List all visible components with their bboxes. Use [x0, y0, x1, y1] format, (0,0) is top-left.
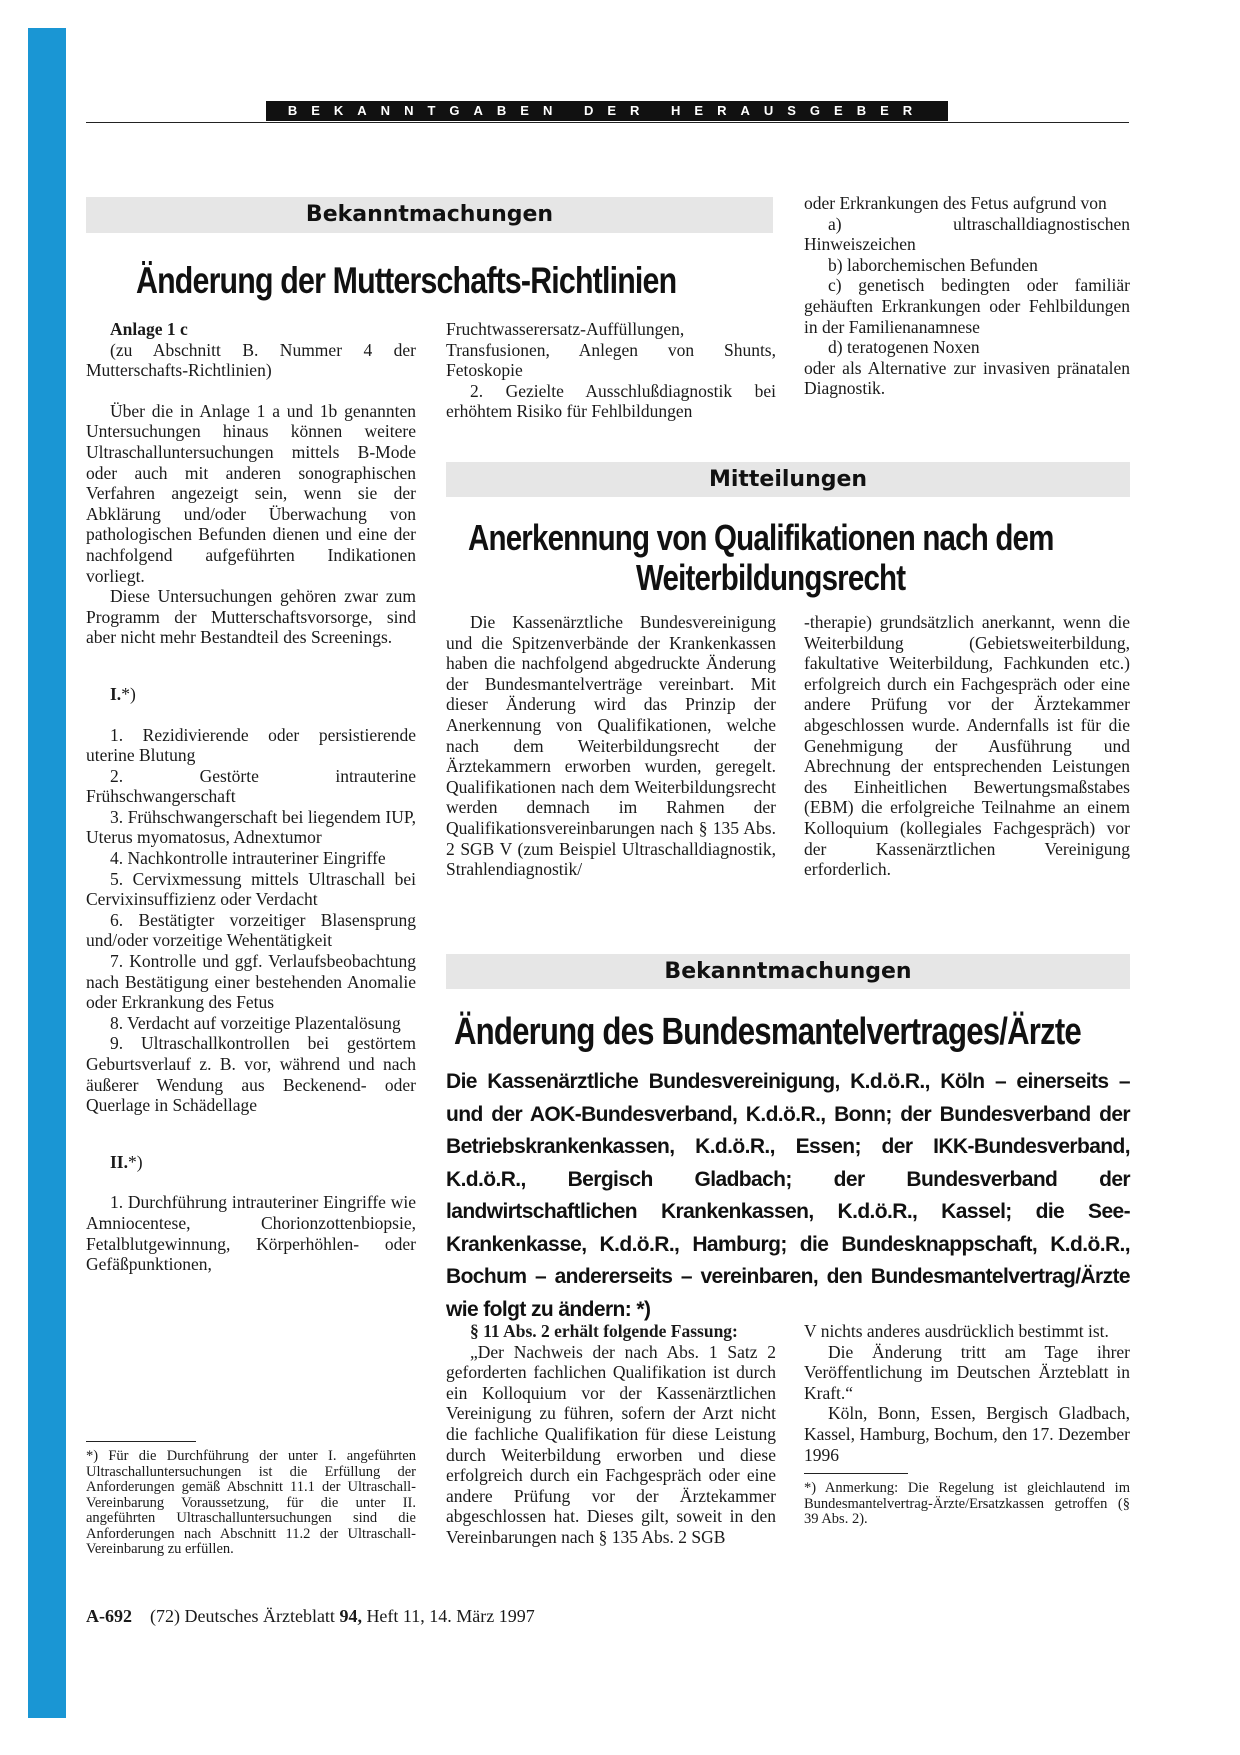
- section2-left-text: Die Kassenärztliche Bundesvereinigung und die Spitzenverbände der Krankenkassen haben die nachfolgend abgedruckte Änderung der Bundesmantelverträge vereinbart. Mit dieser Änderung wird das Prinzip der Anerkennung von Qualifikationen, welche nach dem Weiterbildungsrecht der Ärztekammern erworben wurden, geregelt. Qualifikationen nach dem Weiterbildungsrecht werden demnach im Rahmen der Qualifikationsvereinbarungen nach § 135 Abs. 2 SGB V (zum Beispiel Ultraschalldiagnostik, Strahlendiagnostik/: [446, 612, 776, 880]
- citation-suffix: Heft 11, 14. März 1997: [366, 1606, 535, 1626]
- annex-title: Anlage 1 c: [110, 319, 188, 339]
- section1-footnote: *) Für die Durchführung der unter I. angeführten Ultraschalluntersuchungen ist die Erfüllung der Anforderungen gemäß Abschnitt 11.1 der Ultraschall-Vereinbarung Voraussetzung, für die unter II. angeführten Ultraschalluntersuchungen sind die Anforderungen nach Abschnitt 11.2 der Ultraschall-Vereinbarung zu erfüllen.: [86, 1448, 416, 1557]
- list-item: 2. Gezielte Ausschlußdiagnostik bei erhöhtem Risiko für Fehlbildungen: [446, 380, 776, 422]
- header-band: BEKANNTGABEN DER HERAUSGEBER: [266, 101, 948, 121]
- list-item: 3. Frühschwangerschaft bei liegendem IUP, Uterus myomatosus, Adnextumor: [86, 806, 416, 848]
- sidebar-accent-bar: [28, 28, 66, 1718]
- intro-paragraph: Über die in Anlage 1 a und 1b genannten Untersuchungen hinaus können weitere Ultraschalluntersuchungen mittels B-Mode oder auch mit anderen sonographischen Verfahren angezeigt sein, wenn sie der Abklärung und/oder Überwachung von pathologischen Befunden dienen und eine der nachfolgend aufgeführten Indikationen vorliegt.: [86, 400, 416, 586]
- section3-intro: Die Kassenärztliche Bundesvereinigung, K.d.ö.R., Köln – einerseits – und der AOK-Bundesverband, K.d.ö.R., Bonn; der Bundesverband der Betriebskrankenkassen, K.d.ö.R., Essen; der IKK-Bundesverband, K.d.ö.R., Bergisch Gladbach; der Bundesverband der landwirtschaftlichen Krankenkassen, K.d.ö.R., Kassel; die See-Krankenkasse, K.d.ö.R., Hamburg; die Bundesknappschaft, K.d.ö.R., Bochum – andererseits – vereinbaren, den Bundesmantelvertrag/Ärzte wie folgt zu ändern: *): [446, 1070, 1130, 1321]
- list-item: 1. Durchführung intrauteriner Eingriffe wie Amniocentese, Chorionzottenbiopsie, Fetalblutgewinnung, Körperhöhlen- oder Gefäßpunktionen,: [86, 1192, 416, 1275]
- footnote-rule: [86, 1441, 196, 1442]
- section3-left-text: „Der Nachweis der nach Abs. 1 Satz 2 geforderten fachlichen Qualifikation ist durch ein Kolloquium vor der Kassenärztlichen Vereinigung zu führen, sofern der Arzt nicht die fachliche Qualifikation für diese Leistung durch Weiterbildung erworben und diese erfolgreich durch ein Fachgespräch oder eine andere Prüfung vor der Ärztekammer abgeschlossen hat. Dieses gilt, soweit in den Vereinbarungen nach § 135 Abs. 2 SGB: [446, 1341, 776, 1547]
- list-item: 8. Verdacht auf vorzeitige Plazentalösung: [110, 1012, 401, 1033]
- section1-label: Bekanntmachungen: [86, 197, 773, 233]
- section2-label: Mitteilungen: [446, 462, 1130, 497]
- list-item: 1. Rezidivierende oder persistierende uterine Blutung: [86, 724, 416, 766]
- section1-title: Änderung der Mutterschafts-Richtlinien: [136, 260, 677, 301]
- list-item: 6. Bestätigter vorzeitiger Blasensprung und/oder vorzeitige Wehentätigkeit: [86, 909, 416, 951]
- list-item: 7. Kontrolle und ggf. Verlaufsbeobachtung nach Bestätigung einer bestehenden Anomalie oder Erkrankung des Fetus: [86, 951, 416, 1013]
- list-item: 4. Nachkontrolle intrauteriner Eingriffe: [110, 848, 386, 869]
- list-item: b) laborchemischen Befunden: [828, 254, 1038, 275]
- citation-prefix: (72) Deutsches Ärzteblatt: [150, 1606, 335, 1626]
- section2-title-line2: Weiterbildungsrecht: [636, 557, 906, 598]
- section3-right-text-2: Die Änderung tritt am Tage ihrer Veröffentlichung im Deutschen Ärzteblatt in Kraft.“: [804, 1341, 1130, 1403]
- list-item: 9. Ultraschallkontrollen bei gestörtem Geburtsverlauf z. B. vor, während und nach äußerer Wendung aus Beckenend- oder Querlage in Schädellage: [86, 1033, 416, 1116]
- list-item: 2. Gestörte intrauterine Frühschwangerschaft: [86, 765, 416, 807]
- section3-footnote: *) Anmerkung: Die Regelung ist gleichlautend im Bundesmantelvertrag-Ärzte/Ersatzkassen getroffen (§ 39 Abs. 2).: [804, 1480, 1130, 1527]
- heading-i: I.*): [110, 683, 136, 704]
- section2-title-line1: Anerkennung von Qualifikationen nach dem: [468, 517, 1054, 558]
- section3-right-text-1: V nichts anderes ausdrücklich bestimmt ist.: [804, 1321, 1109, 1341]
- section1-column-2: [446, 319, 776, 422]
- list-item: d) teratogenen Noxen: [828, 337, 980, 358]
- col3-outro: oder als Alternative zur invasiven pränatalen Diagnostik.: [804, 357, 1130, 399]
- footnote-rule: [804, 1473, 908, 1474]
- section2-column-1: [446, 612, 776, 880]
- page-number: A-692: [86, 1606, 132, 1626]
- list-item: a) ultraschalldiagnostischen Hinweiszeichen: [804, 213, 1130, 255]
- page-footer: [86, 1606, 535, 1627]
- section2-right-text: -therapie) grundsätzlich anerkannt, wenn die Weiterbildung (Gebietsweiterbildung, fakultative Weiterbildung, Fachkunden etc.) erfolgreich durch ein Fachgespräch oder eine andere Prüfung vor der Ärztekammer abgeschlossen wurde. Andernfalls ist für die Genehmigung der Ausführung und Abrechnung der entsprechenden Leistungen des Einheitlichen Bewertungsmaßstabes (EBM) die erfolgreiche Teilnahme an einem Kolloquium (kollegiales Fachgespräch) vor der Kassenärztlichen Vereinigung erforderlich.: [804, 612, 1130, 880]
- col2-text: Fruchtwasserersatz-Auffüllungen, Transfusionen, Anlegen von Shunts, Fetoskopie: [446, 319, 776, 381]
- section1-column-3: [804, 193, 1130, 399]
- section3-title: Änderung des Bundesmantelvertrages/Ärzte: [454, 1011, 1081, 1053]
- annex-subtitle: (zu Abschnitt B. Nummer 4 der Mutterschafts-Richtlinien): [86, 339, 416, 381]
- section1-column-1: [86, 319, 416, 1275]
- col3-intro: oder Erkrankungen des Fetus aufgrund von: [804, 193, 1107, 213]
- section3-right-text-3: Köln, Bonn, Essen, Bergisch Gladbach, Kassel, Hamburg, Bochum, den 17. Dezember 1996: [804, 1403, 1130, 1465]
- section3-column-2: [804, 1321, 1130, 1465]
- section3-label: Bekanntmachungen: [446, 954, 1130, 989]
- list-item: c) genetisch bedingten oder familiär gehäuften Erkrankungen oder Fehlbildungen in der Familienanamnese: [804, 275, 1130, 337]
- section3-left-heading: § 11 Abs. 2 erhält folgende Fassung:: [470, 1321, 738, 1341]
- section3-column-1: [446, 1321, 776, 1548]
- header-rule: [86, 122, 1129, 123]
- citation-volume: 94,: [339, 1606, 362, 1626]
- list-item: 5. Cervixmessung mittels Ultraschall bei Cervixinsuffizienz oder Verdacht: [86, 868, 416, 910]
- section2-column-2: [804, 612, 1130, 880]
- screening-paragraph: Diese Untersuchungen gehören zwar zum Programm der Mutterschaftsvorsorge, sind aber nicht mehr Bestandteil des Screenings.: [86, 586, 416, 648]
- heading-ii: II.*): [110, 1151, 143, 1172]
